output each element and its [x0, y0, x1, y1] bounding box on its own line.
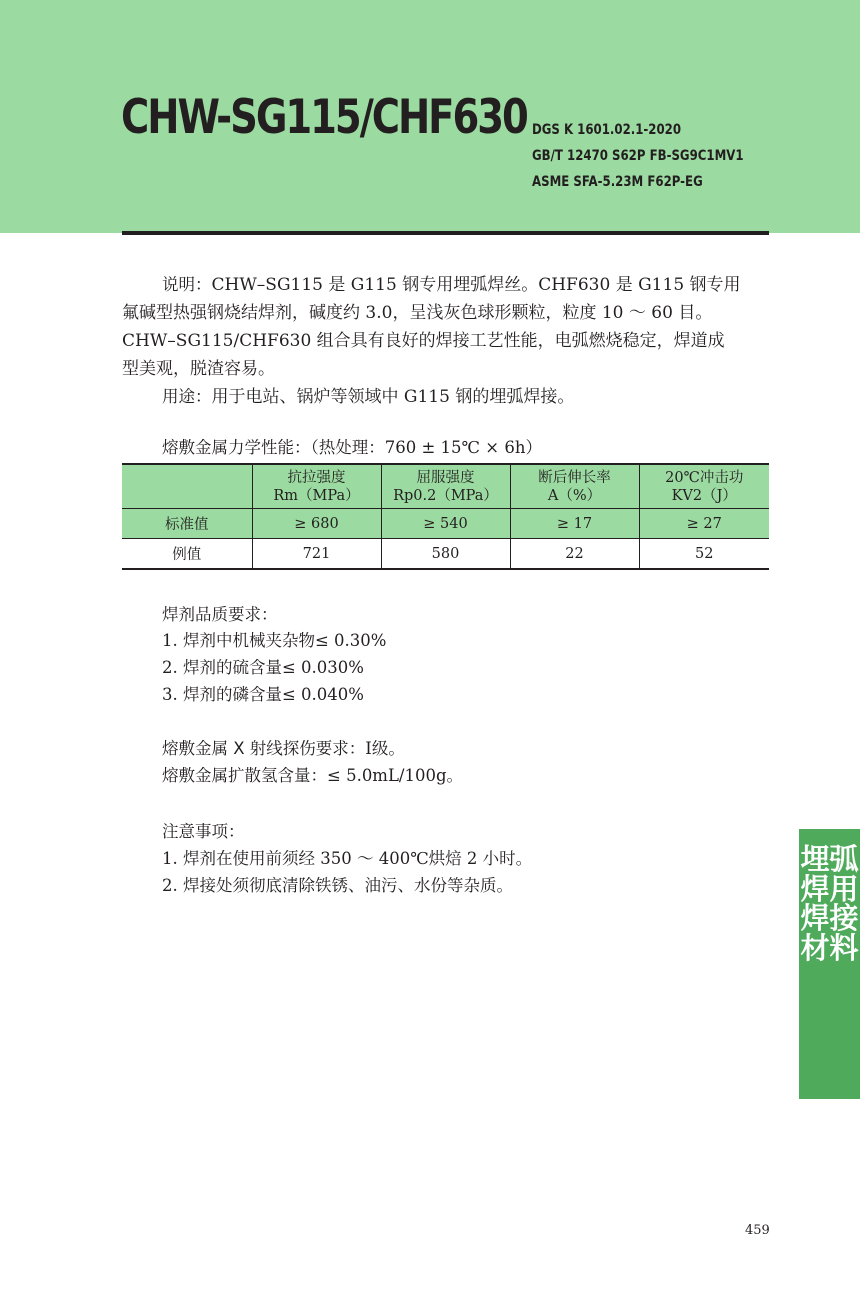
flux-quality-item: 3. 焊剂的磷含量≤ 0.040% [162, 685, 364, 704]
table-cell: 580 [381, 539, 510, 570]
hydrogen-content [162, 762, 463, 786]
hydrogen-value: ≤ 5.0mL/100g。 [327, 766, 464, 785]
usage-text: 用于电站、锅炉等领域中 G115 钢的埋弧焊接。 [211, 387, 575, 407]
table-cell: ≥ 540 [381, 509, 510, 539]
mechanical-condition: （热处理：760 ± 15℃ × 6h） [310, 438, 542, 457]
note-item: 2. 焊接处须彻底清除铁锈、油污、水份等杂质。 [162, 876, 513, 895]
page-number: 459 [745, 1223, 770, 1238]
column-header: 抗拉强度 Rm（MPa） [252, 464, 381, 509]
description-paragraph [122, 271, 772, 411]
mechanical-heading [162, 434, 542, 458]
table-row [122, 509, 769, 539]
xray-requirement [162, 735, 405, 759]
header-band [0, 0, 860, 233]
column-header: 断后伸长率 A（%） [510, 464, 639, 509]
table-corner-cell [122, 464, 252, 509]
usage-label: 用途： [162, 387, 212, 406]
product-title: CHW-SG115/CHF630 [121, 90, 527, 145]
xray-label: 熔敷金属 X 射线探伤要求： [162, 739, 366, 758]
standard-gbt: GB/T 12470 S62P FB-SG9C1MV1 [532, 148, 744, 164]
table-row [122, 539, 769, 570]
row-label: 标准值 [122, 509, 252, 539]
description-line-4: 型美观，脱渣容易。 [122, 359, 275, 379]
standard-dgs: DGS K 1601.02.1-2020 [532, 122, 682, 138]
header-rule [122, 231, 769, 235]
table-cell: ≥ 680 [252, 509, 381, 539]
row-label: 例值 [122, 539, 252, 570]
table-cell: ≥ 27 [639, 509, 769, 539]
flux-quality-label: 焊剂品质要求： [162, 605, 278, 624]
side-tab-label: 埋弧焊用焊接材料 [800, 842, 859, 965]
standards-list [532, 117, 744, 195]
table-cell: 721 [252, 539, 381, 570]
table-header-row [122, 464, 769, 509]
flux-quality-item: 1. 焊剂中机械夹杂物≤ 0.30% [162, 631, 387, 650]
description-line-2: 氟碱型热强钢烧结焊剂，碱度约 3.0，呈浅灰色球形颗粒，粒度 10 ～ 60 目。 [122, 303, 713, 323]
note-item: 1. 焊剂在使用前须经 350 ～ 400℃烘焙 2 小时。 [162, 849, 533, 868]
description-line-3: CHW–SG115/CHF630 组合具有良好的焊接工艺性能，电弧燃烧稳定，焊道成 [122, 331, 725, 351]
column-header: 屈服强度 Rp0.2（MPa） [381, 464, 510, 509]
mechanical-properties-table [122, 463, 769, 570]
table-cell: 52 [639, 539, 769, 570]
table-cell: 22 [510, 539, 639, 570]
column-header: 20℃冲击功 KV2（J） [639, 464, 769, 509]
flux-quality-item: 2. 焊剂的硫含量≤ 0.030% [162, 658, 364, 677]
hydrogen-label: 熔敷金属扩散氢含量： [162, 766, 327, 785]
xray-value: Ⅰ级。 [365, 739, 405, 758]
description-label: 说明： [162, 275, 212, 294]
notes-label: 注意事项： [162, 822, 245, 841]
mechanical-label: 熔敷金属力学性能： [162, 438, 311, 457]
table-cell: ≥ 17 [510, 509, 639, 539]
standard-asme: ASME SFA-5.23M F62P-EG [532, 174, 703, 190]
section-side-tab [799, 829, 860, 1099]
description-line-1: CHW–SG115 是 G115 钢专用埋弧焊丝。CHF630 是 G115 钢专用 [211, 275, 741, 295]
